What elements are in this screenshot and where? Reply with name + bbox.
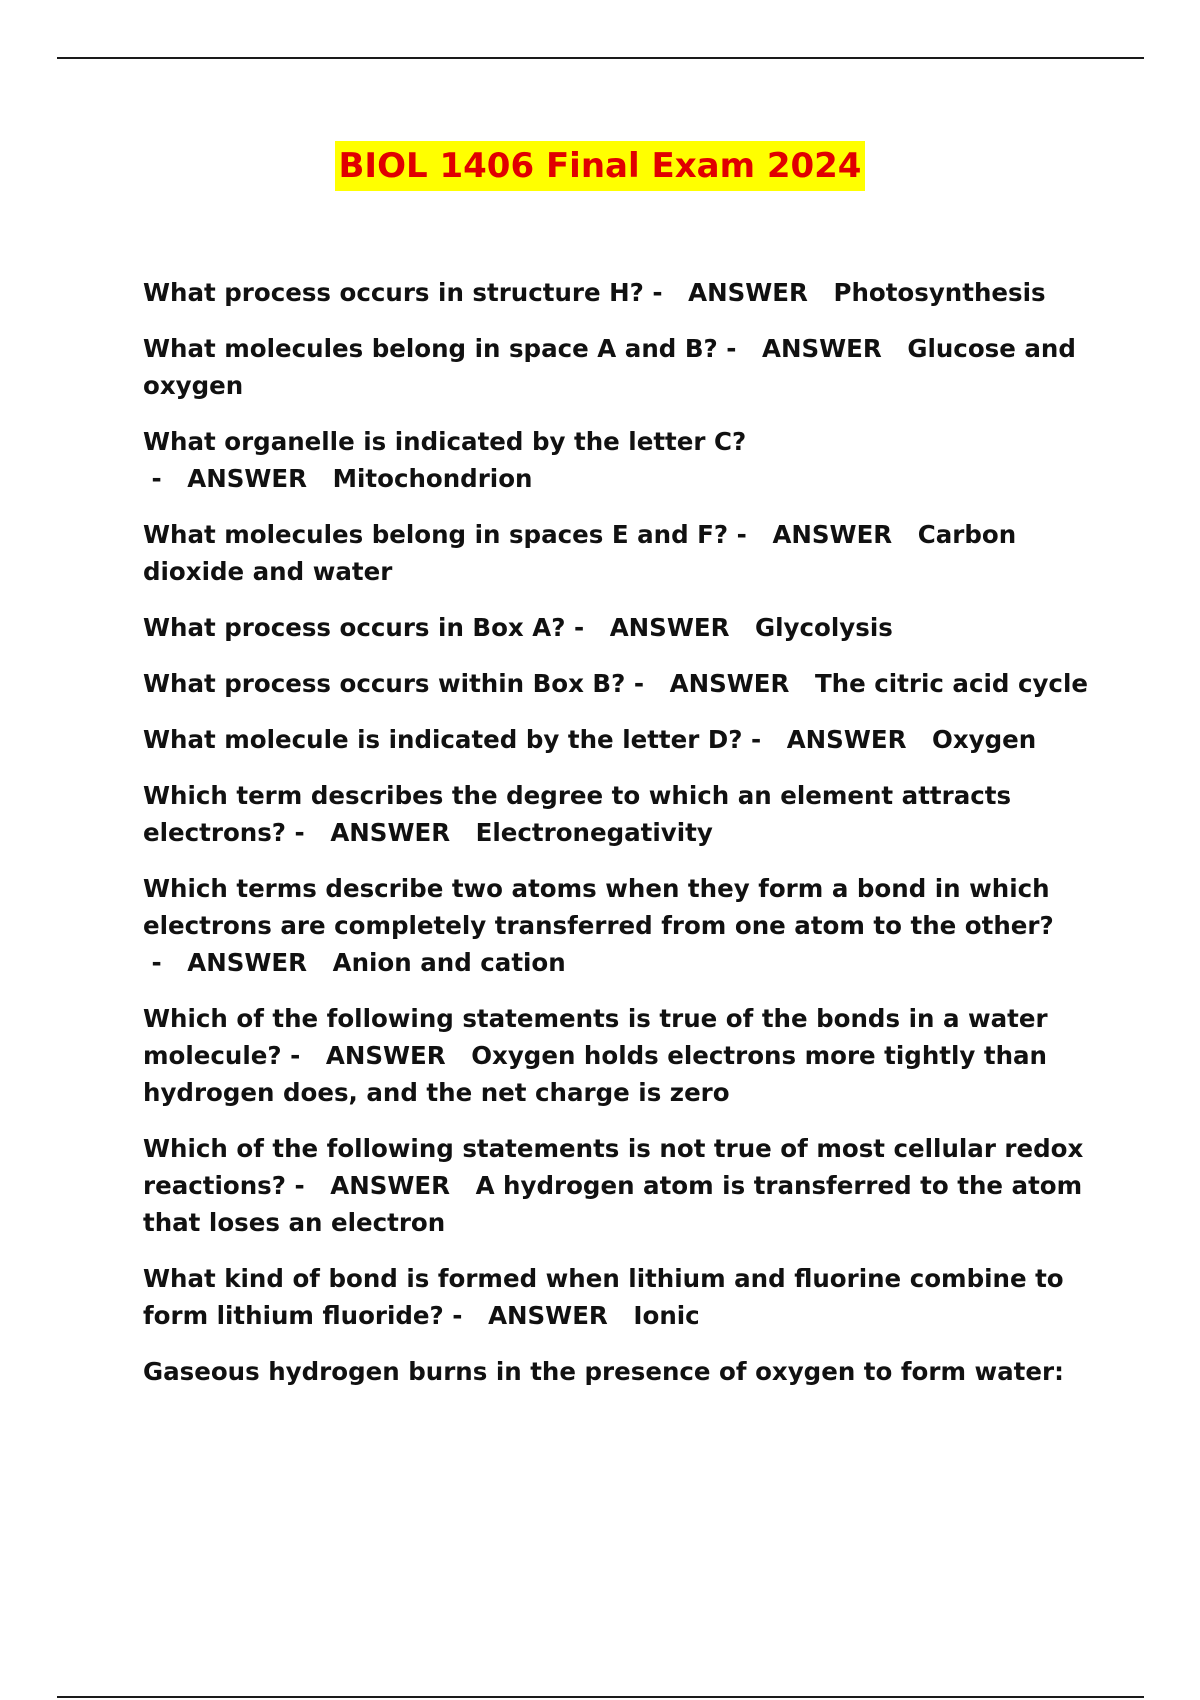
answer-text: The citric acid cycle: [814, 669, 1088, 698]
answer-text: Oxygen: [932, 725, 1037, 754]
answer-text: Anion and cation: [332, 948, 566, 977]
top-rule: [57, 57, 1144, 59]
separator: -: [728, 520, 773, 549]
answer-text: Mitochondrion: [332, 464, 533, 493]
question-text: Which of the following statements is true of the bonds in a water molecule?: [143, 1004, 1048, 1070]
qa-item: [143, 777, 1090, 851]
qa-item: [143, 516, 1090, 590]
question-text: Which terms describe two atoms when they form a bond in which electrons are completely transferred from one atom to the other?: [143, 874, 1054, 940]
separator: -: [565, 613, 610, 642]
question-text: What molecules belong in space A and B?: [143, 334, 718, 363]
answer-text: Glucose and oxygen: [143, 334, 1076, 400]
answer-text: Electronegativity: [475, 818, 713, 847]
answer-keyword: ANSWER: [786, 725, 933, 754]
answer-text: Oxygen holds electrons more tightly than hydrogen does, and the net charge is zero: [143, 1041, 1048, 1107]
answer-keyword: ANSWER: [187, 948, 333, 977]
qa-item: [143, 1000, 1090, 1111]
separator: -: [742, 725, 787, 754]
separator: -: [286, 818, 331, 847]
answer-text: A hydrogen atom is transferred to the atom that loses an electron: [143, 1171, 1083, 1237]
qa-item: [143, 665, 1090, 702]
answer-keyword: ANSWER: [762, 334, 908, 363]
answer-keyword: ANSWER: [772, 520, 918, 549]
question-text: What process occurs within Box B?: [143, 669, 626, 698]
document-title: BIOL 1406 Final Exam 2024: [335, 141, 866, 191]
question-text: Which term describes the degree to which an element attracts electrons?: [143, 781, 1012, 847]
qa-list: [143, 274, 1090, 1409]
answer-keyword: ANSWER: [488, 1301, 634, 1330]
qa-item: [143, 609, 1090, 646]
question-text: What process occurs in Box A?: [143, 613, 566, 642]
qa-item: [143, 870, 1090, 981]
qa-item: [143, 1130, 1090, 1241]
question-text: What process occurs in structure H?: [143, 278, 644, 307]
qa-item: [143, 721, 1090, 758]
answer-keyword: ANSWER: [330, 1171, 476, 1200]
separator: -: [625, 669, 670, 698]
bottom-rule: [57, 1696, 1144, 1698]
qa-item: [143, 423, 1090, 497]
question-text: What kind of bond is formed when lithium and fluorine combine to form lithium fluoride?: [143, 1264, 1064, 1330]
separator: -: [143, 948, 188, 977]
answer-keyword: ANSWER: [688, 278, 834, 307]
separator: -: [443, 1301, 489, 1330]
answer-keyword: ANSWER: [325, 1041, 472, 1070]
separator: -: [717, 334, 763, 363]
qa-item: [143, 274, 1090, 311]
answer-text: Ionic: [633, 1301, 700, 1330]
question-text: What molecules belong in spaces E and F?: [143, 520, 729, 549]
question-text: What organelle is indicated by the letter C?: [143, 427, 747, 456]
qa-item: [143, 1260, 1090, 1334]
title-container: [0, 141, 1200, 191]
question-text: What molecule is indicated by the letter D?: [143, 725, 743, 754]
answer-keyword: ANSWER: [187, 464, 333, 493]
separator: -: [143, 464, 188, 493]
trailing-question: Gaseous hydrogen burns in the presence of oxygen to form water:: [143, 1357, 1064, 1386]
answer-keyword: ANSWER: [669, 669, 815, 698]
answer-keyword: ANSWER: [330, 818, 476, 847]
qa-item: [143, 330, 1090, 404]
question-text: Which of the following statements is not true of most cellular redox reactions?: [143, 1134, 1084, 1200]
separator: -: [285, 1171, 331, 1200]
separator: -: [281, 1041, 326, 1070]
answer-text: Photosynthesis: [833, 278, 1046, 307]
separator: -: [643, 278, 689, 307]
answer-keyword: ANSWER: [609, 613, 756, 642]
answer-text: Carbon dioxide and water: [143, 520, 1017, 586]
answer-text: Glycolysis: [755, 613, 893, 642]
